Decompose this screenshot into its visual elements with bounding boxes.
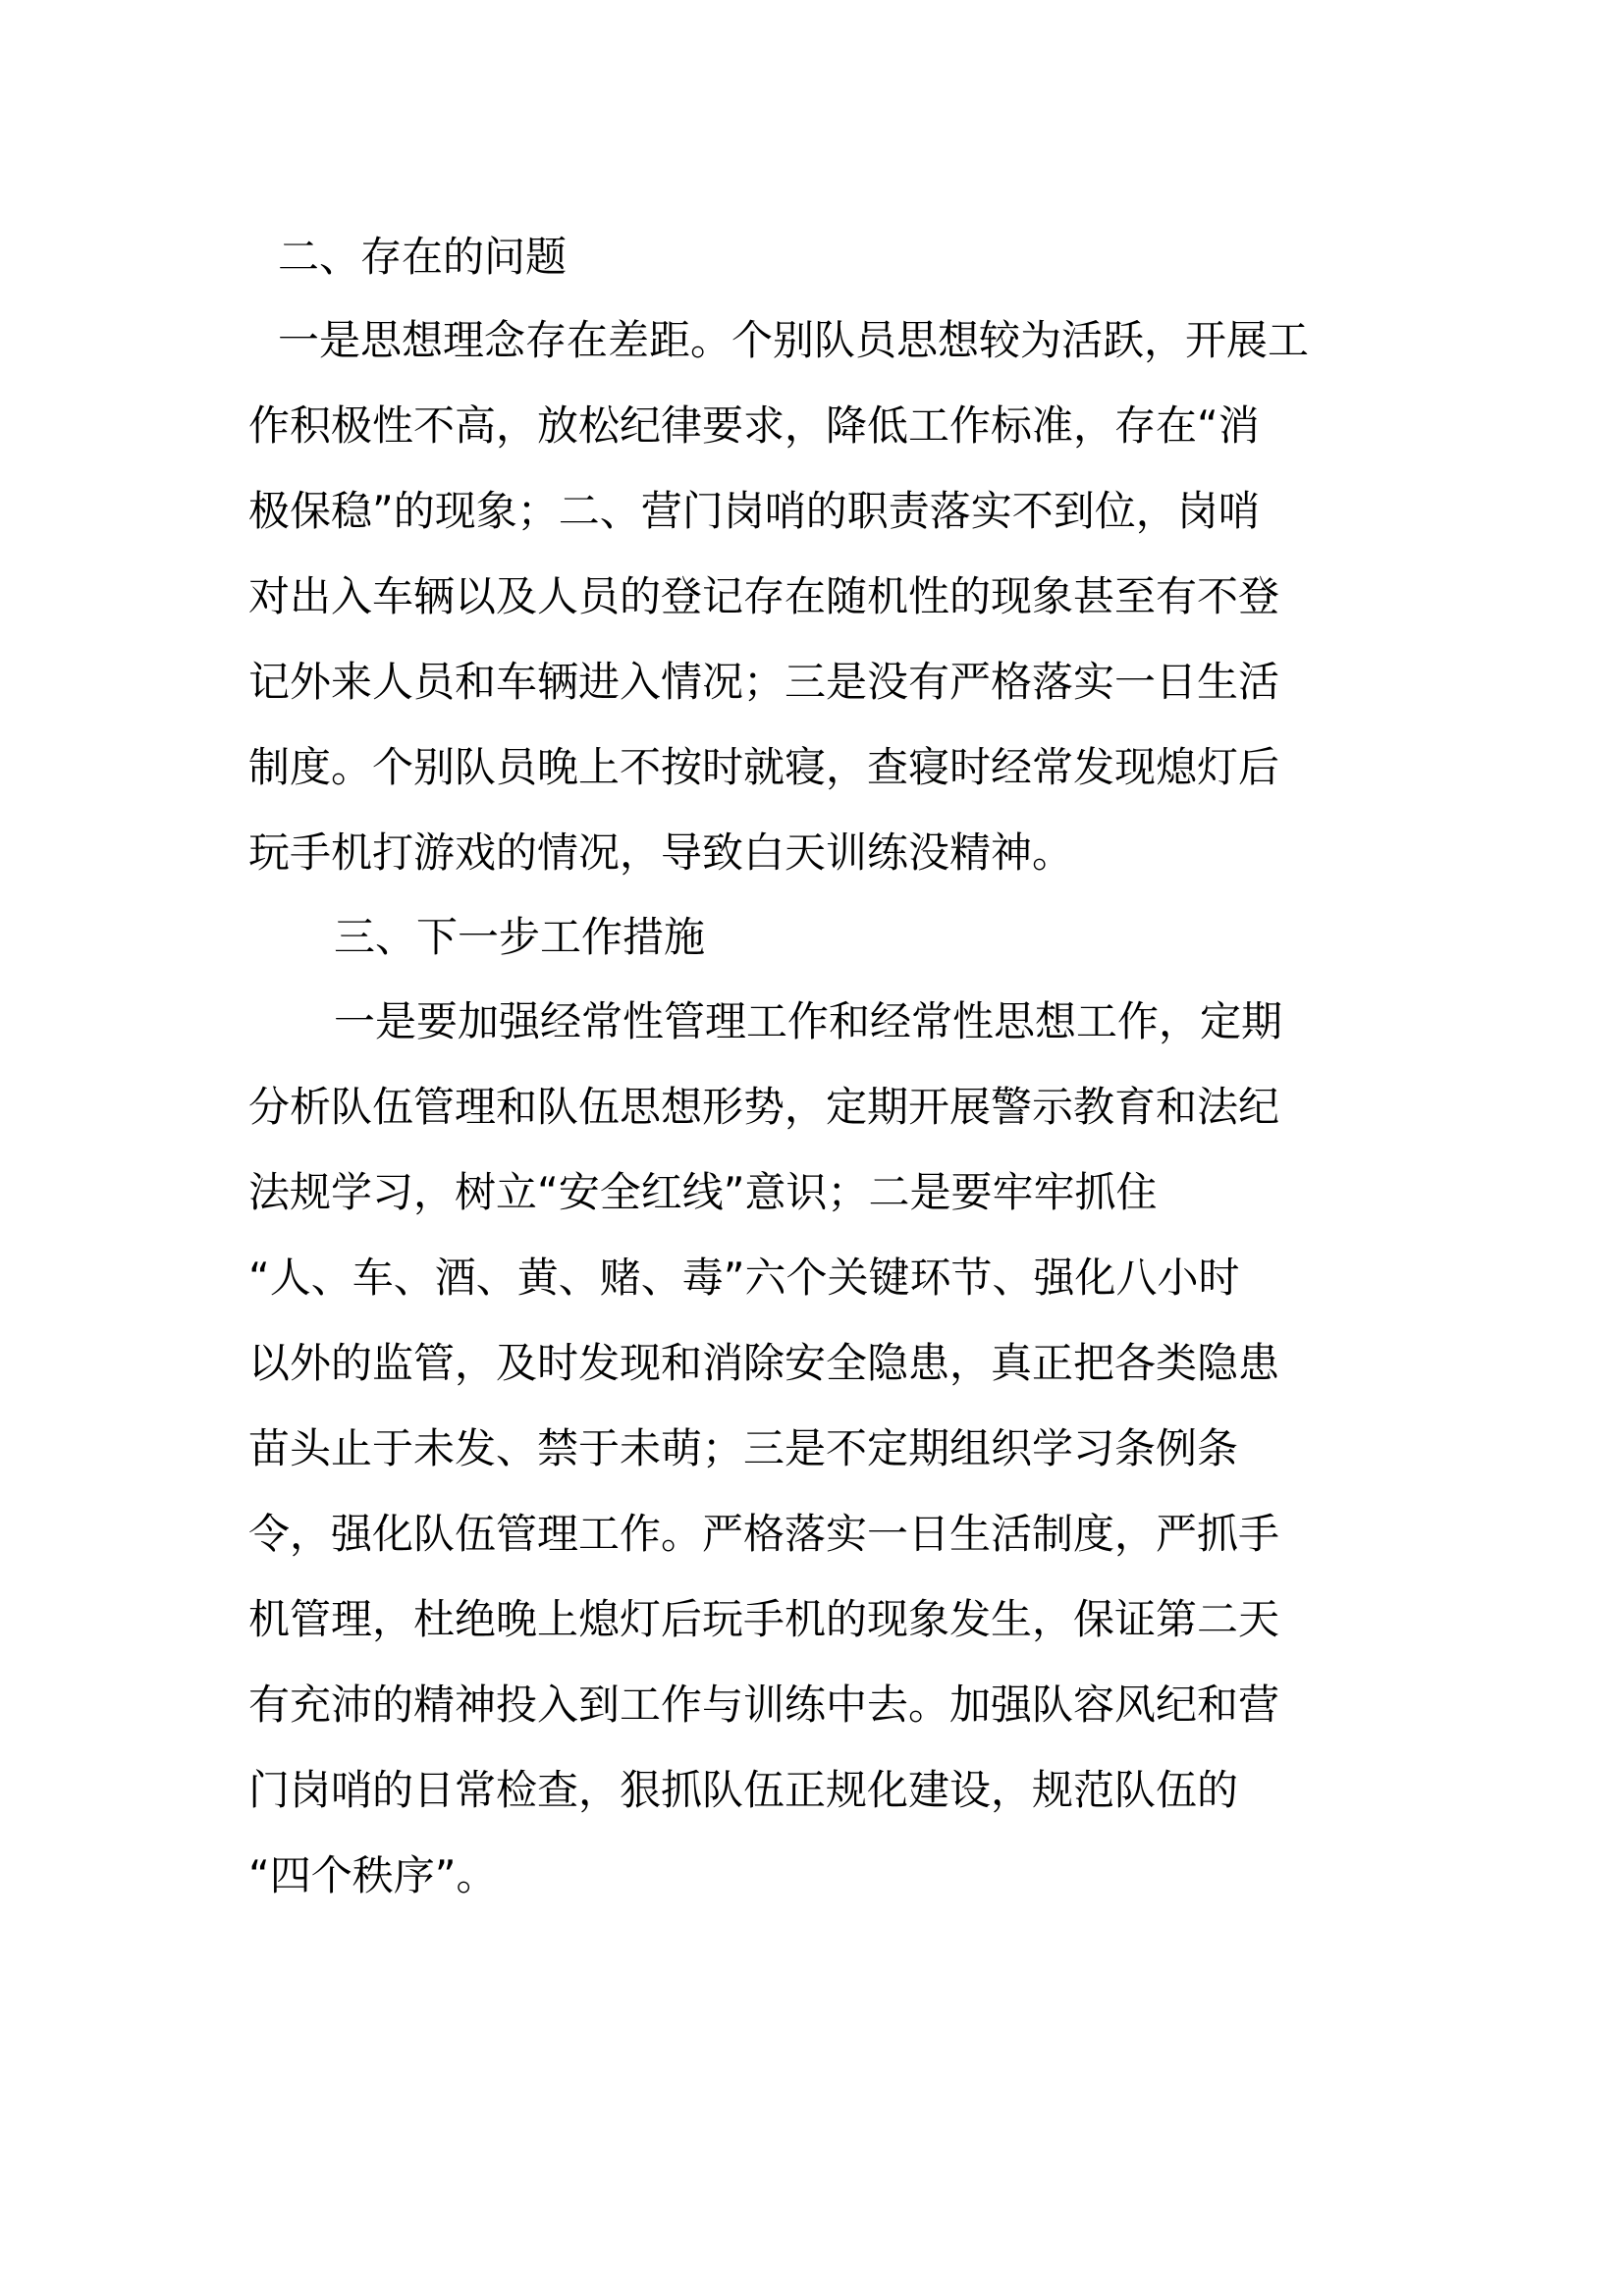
paragraph-line: 以外的监管，及时发现和消除安全隐患，真正把各类隐患: [248, 1339, 1280, 1387]
paragraph-line: 玩手机打游戏的情况，导致白天训练没精神。: [248, 828, 1074, 877]
paragraph-line: 苗头止于未发、禁于未萌；三是不定期组织学习条例条: [248, 1424, 1239, 1472]
paragraph-line: “人、车、酒、黄、赌、毒”六个关键环节、强化八小时: [248, 1254, 1240, 1302]
paragraph-line: 门岗哨的日常检查，狠抓队伍正规化建设，规范队伍的: [248, 1766, 1239, 1814]
paragraph-line: 有充沛的精神投入到工作与训练中去。加强队容风纪和营: [248, 1681, 1280, 1729]
paragraph-line: 机管理，杜绝晚上熄灯后玩手机的现象发生，保证第二天: [248, 1595, 1280, 1643]
paragraph-line: “四个秩序”。: [248, 1851, 498, 1899]
paragraph-line: 令，强化队伍管理工作。严格落实一日生活制度，严抓手: [248, 1510, 1280, 1558]
paragraph-line: 分析队伍管理和队伍思想形势，定期开展警示教育和法纪: [248, 1083, 1280, 1131]
paragraph-line: 制度。个别队员晚上不按时就寝，查寝时经常发现熄灯后: [248, 743, 1280, 791]
paragraph-line: 一是要加强经常性管理工作和经常性思想工作，定期: [334, 997, 1283, 1045]
paragraph-line: 极保稳”的现象；二、营门岗哨的职责落实不到位，岗哨: [248, 487, 1260, 535]
section-heading-problems: 二、存在的问题: [278, 233, 568, 281]
section-heading-next-steps: 三、下一步工作措施: [334, 913, 706, 961]
paragraph-line: 法规学习，树立“安全红线”意识；二是要牢牢抓住: [248, 1168, 1158, 1216]
paragraph-line: 记外来人员和车辆进入情况；三是没有严格落实一日生活: [248, 658, 1280, 706]
paragraph-line: 一是思想理念存在差距。个别队员思想较为活跃，开展工: [278, 316, 1310, 364]
paragraph-line: 作积极性不高，放松纪律要求，降低工作标准，存在“消: [248, 401, 1260, 450]
paragraph-line: 对出入车辆以及人员的登记存在随机性的现象甚至有不登: [248, 572, 1280, 620]
